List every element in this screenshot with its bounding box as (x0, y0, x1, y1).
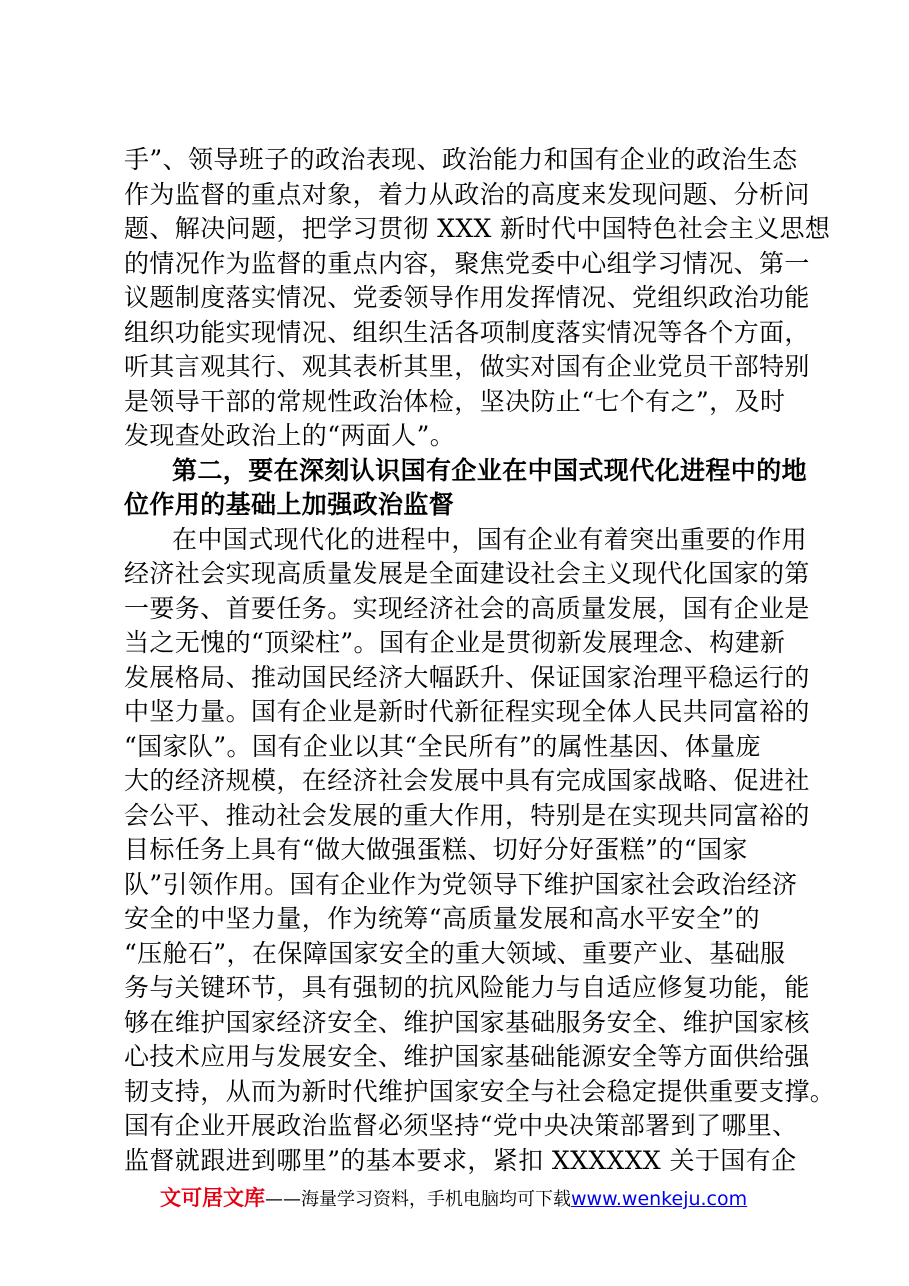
paragraph-line: 心技术应用与发展安全、维护国家基础能源安全等方面供给强 (124, 1042, 810, 1071)
paragraph-line: 监督就跟进到哪里”的基本要求，紧扣 XXXXXX 关于国有企 (124, 1145, 797, 1175)
paragraph-line: 听其言观其行、观其表析其里，做实对国有企业党员干部特别 (124, 352, 810, 381)
paragraph-line: 题、解决问题，把学习贯彻 XXX 新时代中国特色社会主义思想 (124, 214, 831, 243)
paragraph-line: 够在维护国家经济安全、维护国家基础服务安全、维护国家核 (124, 1007, 810, 1037)
paragraph-line: 在中国式现代化的进程中，国有企业有着突出重要的作用 (172, 524, 808, 554)
paragraph-line: 目标任务上具有“做大做强蛋糕、切好分好蛋糕”的“国家 (124, 835, 748, 864)
paragraph-line: 队”引领作用。国有企业作为党领导下维护国家社会政治经济 (124, 869, 798, 899)
paragraph-line: 的情况作为监督的重点内容，聚焦党委中心组学习情况、第一 (124, 248, 810, 278)
paragraph-line: 作为监督的重点对象，着力从政治的高度来发现问题、分析问 (124, 179, 810, 209)
paragraph-line: 国有企业开展政治监督必须坚持“党中央决策部署到了哪里、 (124, 1111, 798, 1140)
paragraph-line: 组织功能实现情况、组织生活各项制度落实情况等各个方面， (124, 317, 810, 347)
footer-tagline: ——海量学习资料，手机电脑均可下载 (265, 1189, 571, 1210)
paragraph-line: 一要务、首要任务。实现经济社会的高质量发展，国有企业是 (124, 593, 810, 623)
paragraph-line: 当之无愧的“顶梁柱”。国有企业是贯彻新发展理念、构建新 (124, 628, 786, 657)
paragraph-line: 会公平、推动社会发展的重大作用，特别是在实现共同富裕的 (124, 800, 810, 830)
paragraph-line: 议题制度落实情况、党委领导作用发挥情况、党组织政治功能 (124, 283, 810, 312)
paragraph-line: 经济社会实现高质量发展是全面建设社会主义现代化国家的第 (124, 559, 810, 588)
paragraph-line: 是领导干部的常规性政治体检，坚决防止“七个有之”，及时 (124, 386, 786, 416)
paragraph-line: 发展格局、推动国民经济大幅跃升、保证国家治理平稳运行的 (124, 662, 810, 692)
footer-url-link[interactable]: www.wenkeju.com (571, 1188, 748, 1210)
footer-brand: 文可居文库 (160, 1186, 265, 1210)
paragraph-line: 安全的中坚力量，作为统筹“高质量发展和高水平安全”的 (124, 904, 760, 933)
paragraph-line: 务与关键环节，具有强韧的抗风险能力与自适应修复功能，能 (124, 973, 810, 1002)
footer-banner (160, 1186, 800, 1212)
paragraph-line: “压舱石”，在保障国家安全的重大领域、重要产业、基础服 (124, 938, 786, 968)
paragraph-line: 发现查处政治上的“两面人”。 (124, 421, 456, 450)
section-heading-line: 位作用的基础上加强政治监督 (124, 490, 455, 519)
paragraph-line: 大的经济规模，在经济社会发展中具有完成国家战略、促进社 (124, 766, 810, 795)
section-heading-line: 第二，要在深刻认识国有企业在中国式现代化进程中的地 (172, 455, 808, 485)
paragraph-line: 中坚力量。国有企业是新时代新征程实现全体人民共同富裕的 (124, 697, 810, 726)
paragraph-line: “国家队”。国有企业以其“全民所有”的属性基因、体量庞 (124, 731, 761, 761)
paragraph-line: 韧支持，从而为新时代维护国家安全与社会稳定提供重要支撑。 (124, 1076, 836, 1106)
paragraph-line: 手”、领导班子的政治表现、政治能力和国有企业的政治生态 (124, 145, 798, 174)
